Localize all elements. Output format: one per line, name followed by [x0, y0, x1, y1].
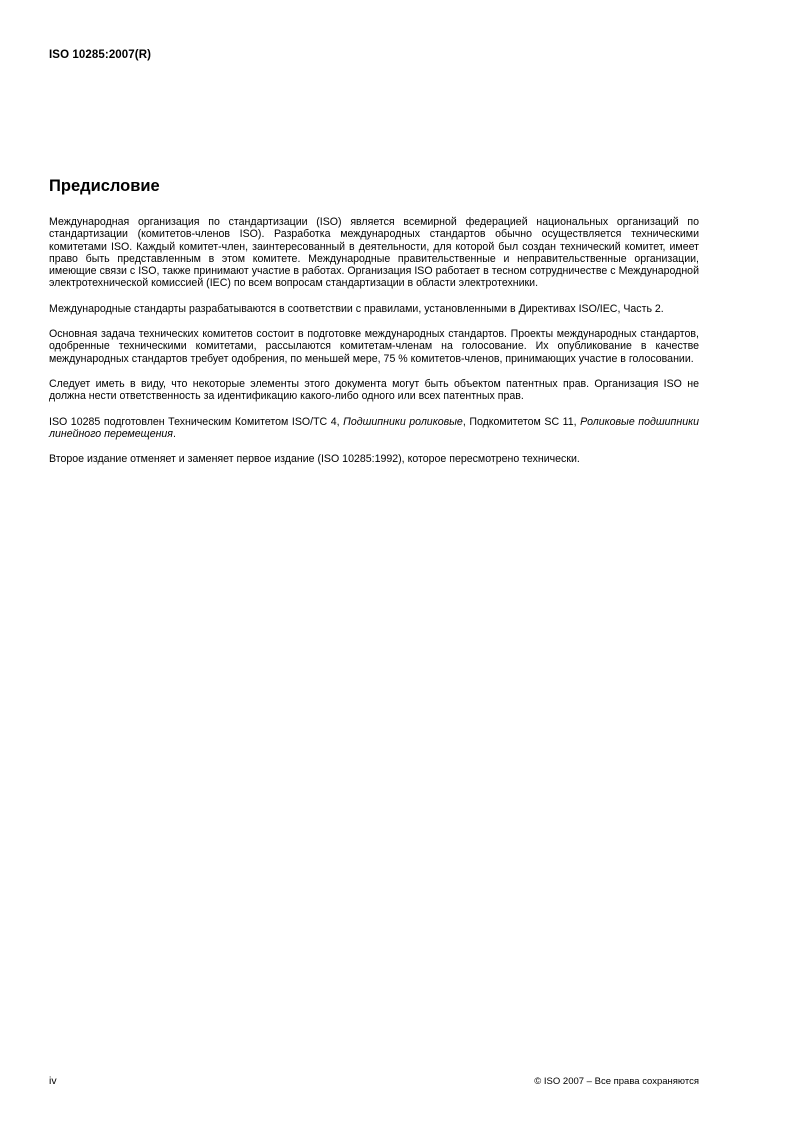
foreword-section	[49, 176, 699, 478]
foreword-paragraph-4: Следует иметь в виду, что некоторые элементы этого документа могут быть объектом патентных прав. Организация ISO не должна нести ответственность за идентификацию какого-либо одного или всех патентных прав.	[49, 377, 699, 403]
p5-text-3: .	[172, 427, 176, 440]
document-id-header: ISO 10285:2007(R)	[49, 49, 152, 61]
foreword-paragraph-6: Второе издание отменяет и заменяет первое издание (ISO 10285:1992), которое пересмотрено технически.	[49, 453, 580, 466]
p5-committee-title: Подшипники роликовые	[343, 415, 463, 428]
foreword-paragraph-2: Международные стандарты разрабатываются в соответствии с правилами, установленными в Директивах ISO/IEC, Часть 2.	[49, 302, 664, 315]
foreword-title: Предисловие	[49, 177, 160, 195]
p5-text-1: ISO 10285 подготовлен Техническим Комитетом ISO/TC 4,	[49, 415, 344, 428]
p5-text-2: , Подкомитетом SC 11,	[462, 415, 581, 428]
foreword-paragraph-1: Международная организация по стандартизации (ISO) является всемирной федерацией национальных организаций по стандартизации (комитетов-членов ISO). Разработка международных стандартов обычно осуществляется техническими комитетами ISO. Каждый комитет-член, заинтересованный в деятельности, для которой был создан технический комитет, имеет право быть представленным в этом комитете. Международные правительственные и неправительственные организации, имеющие связи с ISO, также принимают участие в работах. Организация ISO работает в тесном сотрудничестве с Международной электротехнической комиссией (IEC) по всем вопросам стандартизации в области электротехники.	[49, 216, 699, 290]
foreword-paragraph-3: Основная задача технических комитетов состоит в подготовке международных стандартов. Проекты международных стандартов, одобренные техническими комитетами, рассылаются комитетам-членам на голосование. Их опубликование в качестве международных стандартов требует одобрения, по меньшей мере, 75 % комитетов-членов, принимающих участие в голосовании.	[49, 328, 699, 365]
copyright-notice: © ISO 2007 – Все права сохраняются	[534, 1076, 699, 1087]
page-number: iv	[49, 1075, 57, 1087]
foreword-paragraph-5	[49, 416, 699, 441]
p5-subcommittee-title: Роликовые подшипники линейного перемещения	[49, 415, 700, 440]
